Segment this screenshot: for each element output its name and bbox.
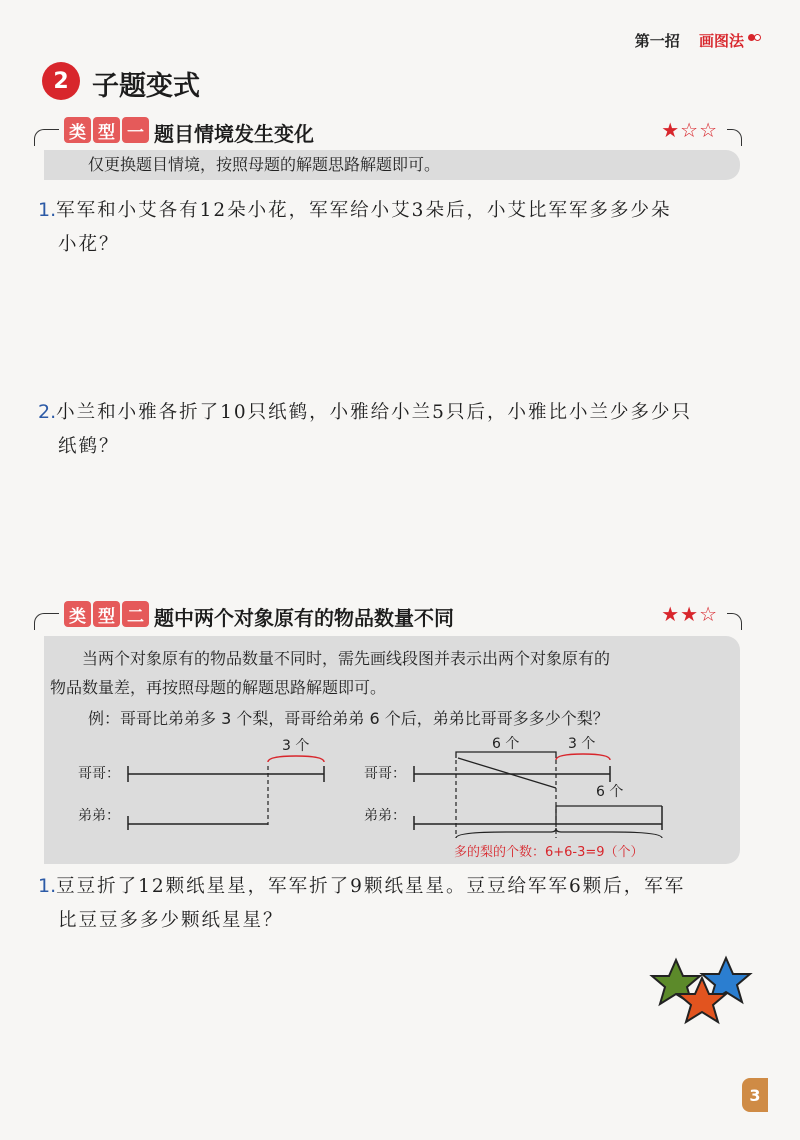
type-tag-char: 型 xyxy=(93,601,120,627)
type-tag-char: 型 xyxy=(93,117,120,143)
decorative-dots-icon xyxy=(748,34,762,42)
question-text: 豆豆折了12颗纸星星，军军折了9颗纸星星。豆豆给军军6颗后，军军 xyxy=(56,876,686,897)
label-brother-left: 哥哥： xyxy=(78,766,120,782)
question-text-cont: 比豆豆多多少颗纸星星？ xyxy=(58,910,284,931)
type-tag-char: 类 xyxy=(64,117,91,143)
label-younger-left: 弟弟： xyxy=(78,808,120,824)
right-given-label: 6 个 xyxy=(492,736,520,752)
question-text-cont: 小花？ xyxy=(58,234,120,255)
example-text: 例：哥哥比弟弟多 3 个梨，哥哥给弟弟 6 个后，弟弟比哥哥多多少个梨？ xyxy=(88,709,609,728)
section-title: 子题变式 xyxy=(92,71,200,102)
type1-question-1 xyxy=(38,193,748,262)
type2-heading xyxy=(34,601,742,631)
type-tag-char: 类 xyxy=(64,601,91,627)
type2-difficulty-stars-icon: ★★☆ xyxy=(661,602,718,626)
chapter-label: 第一招 xyxy=(634,32,680,50)
type1-question-2 xyxy=(38,395,748,464)
label-brother-right: 哥哥： xyxy=(364,766,406,782)
type2-note-line-1: 当两个对象原有的物品数量不同时，需先画线段图并表示出两个对象原有的 xyxy=(82,649,611,668)
left-diff-label: 3 个 xyxy=(282,738,310,754)
bracket-right xyxy=(727,129,742,146)
page-number: 3 xyxy=(742,1078,768,1112)
bracket-right xyxy=(727,613,742,630)
type-tag-char: 一 xyxy=(122,117,149,143)
type1-note: 仅更换题目情境，按照母题的解题思路解题即可。 xyxy=(44,150,740,180)
question-number: 2. xyxy=(38,401,57,423)
result-label: 多的梨的个数：6+6-3=9（个） xyxy=(454,845,644,860)
type1-heading xyxy=(34,117,742,147)
question-number: 1. xyxy=(38,875,57,897)
question-text: 小兰和小雅各折了10只纸鹤，小雅给小兰5只后，小雅比小兰少多少只 xyxy=(56,402,692,423)
question-text-cont: 纸鹤？ xyxy=(58,436,120,457)
right-diff-label: 3 个 xyxy=(568,736,596,752)
type2-question-1 xyxy=(38,869,748,938)
section-number-badge: 2 xyxy=(42,62,80,100)
type1-title: 题目情境发生变化 xyxy=(154,122,314,146)
right-added-label: 6 个 xyxy=(596,784,624,800)
type1-difficulty-stars-icon: ★☆☆ xyxy=(661,118,718,142)
decorative-stars-icon xyxy=(646,952,756,1032)
type1-tag xyxy=(64,117,149,143)
bracket-left xyxy=(34,613,59,630)
type2-note-line-2: 物品数量差，再按照母题的解题思路解题即可。 xyxy=(50,678,387,697)
type-tag-char: 二 xyxy=(122,601,149,627)
line-segment-diagram xyxy=(56,730,746,870)
label-younger-right: 弟弟： xyxy=(364,808,406,824)
chapter-header xyxy=(635,30,744,51)
type2-title: 题中两个对象原有的物品数量不同 xyxy=(154,606,454,630)
type2-tag xyxy=(64,601,149,627)
question-number: 1. xyxy=(38,199,57,221)
question-text: 军军和小艾各有12朵小花，军军给小艾3朵后，小艾比军军多多少朵 xyxy=(56,200,672,221)
chapter-name: 画图法 xyxy=(698,32,744,50)
bracket-left xyxy=(34,129,59,146)
